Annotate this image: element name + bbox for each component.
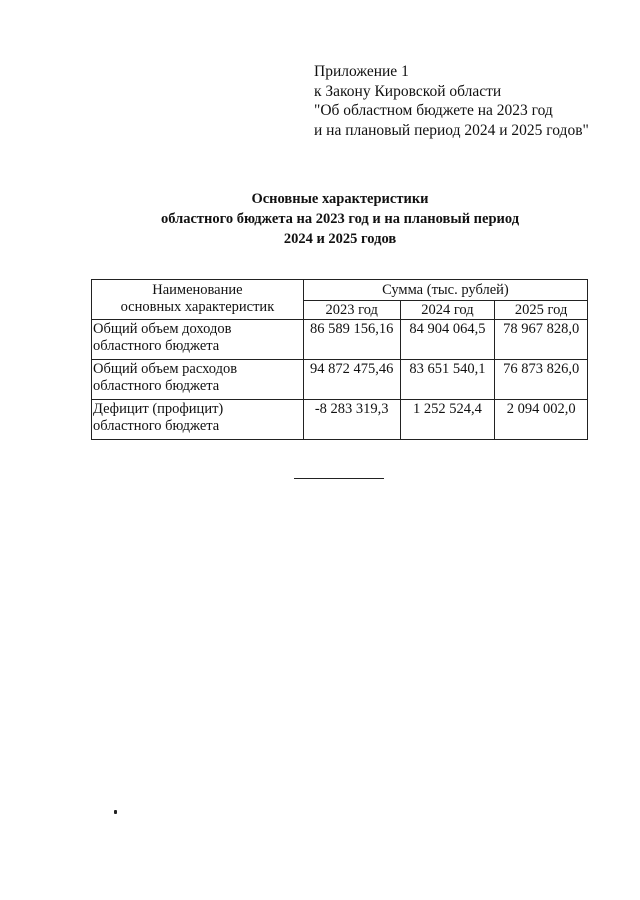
- row-expenditure-value-2023: 94 872 475,46: [303, 360, 400, 400]
- table-row-deficit: [92, 400, 588, 440]
- row-expenditure-name-line-1: Общий объем расходов: [93, 361, 238, 377]
- row-expenditure-name: [92, 360, 304, 400]
- annex-block: [314, 62, 589, 140]
- row-revenue-name-line-2: областного бюджета: [93, 338, 220, 354]
- header-name-cell: [92, 280, 304, 320]
- header-year-2024: 2024 год: [400, 301, 495, 320]
- annex-line-1: Приложение 1: [314, 63, 409, 80]
- row-deficit-value-2023: -8 283 319,3: [303, 400, 400, 440]
- scan-speck-mark: [114, 810, 117, 814]
- row-expenditure-value-2025: 76 873 826,0: [495, 360, 588, 400]
- row-expenditure-name-line-2: областного бюджета: [93, 378, 220, 394]
- title-line-3: 2024 и 2025 годов: [283, 231, 397, 247]
- row-revenue-value-2025: 78 967 828,0: [495, 320, 588, 360]
- table-row-expenditure: [92, 360, 588, 400]
- row-revenue-name: [92, 320, 304, 360]
- document-title: [0, 189, 640, 249]
- end-divider-line: [294, 478, 384, 479]
- row-deficit-name: [92, 400, 304, 440]
- row-expenditure-value-2024: 83 651 540,1: [400, 360, 495, 400]
- row-deficit-value-2024: 1 252 524,4: [400, 400, 495, 440]
- table-header-row: [92, 280, 588, 301]
- row-deficit-value-2025: 2 094 002,0: [495, 400, 588, 440]
- annex-line-2: к Закону Кировской области: [314, 82, 502, 100]
- header-name-line-1: Наименование: [152, 282, 243, 298]
- row-deficit-name-line-1: Дефицит (профицит): [93, 401, 224, 417]
- header-year-2025: 2025 год: [495, 301, 588, 320]
- header-name-line-2: основных характеристик: [120, 299, 275, 315]
- row-revenue-name-line-1: Общий объем доходов: [93, 321, 232, 337]
- table-row-revenue: [92, 320, 588, 360]
- header-sum-cell: Сумма (тыс. рублей): [303, 280, 587, 301]
- row-deficit-name-line-2: областного бюджета: [93, 418, 220, 434]
- annex-line-3: "Об областном бюджете на 2023 год: [314, 102, 553, 119]
- title-line-1: Основные характеристики: [251, 191, 429, 207]
- row-revenue-value-2023: 86 589 156,16: [303, 320, 400, 360]
- annex-line-4: и на плановый период 2024 и 2025 годов": [314, 121, 589, 139]
- header-year-2023: 2023 год: [303, 301, 400, 320]
- budget-table: [91, 279, 588, 440]
- row-revenue-value-2024: 84 904 064,5: [400, 320, 495, 360]
- title-line-2: областного бюджета на 2023 год и на плановый период: [160, 211, 520, 227]
